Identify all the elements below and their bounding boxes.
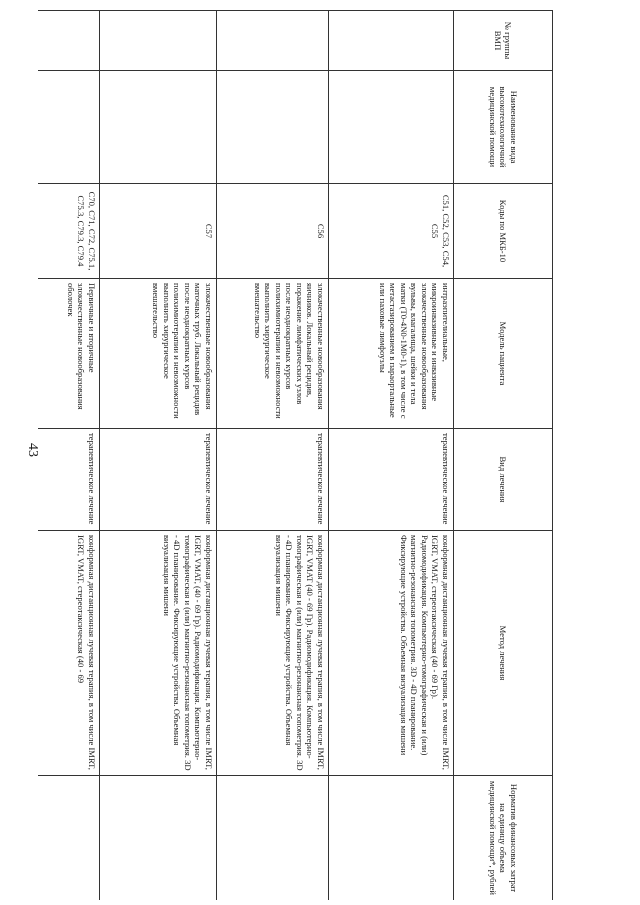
cell-patient-model: интраэпителиальные, микроинвазивные и инвазивные злокачественные новообразования вульвы, влагалища, шейки и тела матки (T0-4N0-1M0-1), в том числе с метастазированием в параортальные или паховые лимфоузлы [329, 279, 454, 429]
header-name: Наименование вида высокотехнологичной медицинской помощи [454, 71, 553, 184]
cell-cost [38, 776, 100, 901]
table-row [329, 11, 454, 901]
cell-cost [100, 776, 217, 901]
cell-treatment-type: терапевтическое лечение [329, 429, 454, 531]
cell-method: конформная дистанционная лучевая терапия, в том числе IMRT, IGRT, VMAT, стереотаксическая (40 - 69 [38, 531, 100, 776]
header-method: Метод лечения [454, 531, 553, 776]
cell-treatment-type: терапевтическое лечение [100, 429, 217, 531]
header-codes: Коды по МКБ-10 [454, 184, 553, 279]
header-group: № группы ВМП [454, 11, 553, 71]
cell-group [329, 11, 454, 71]
cell-name [38, 71, 100, 184]
cell-method: конформная дистанционная лучевая терапия, в том числе IMRT, IGRT, VMAT (40 - 69 Гр). Радиомодификация. Компьютерно-томографическая и (или) магнитно-резонансная топометрия. 3D - 4D планирование. Фиксирующие устройства. Объемная визуализация мишени [217, 531, 329, 776]
cell-name [329, 71, 454, 184]
cell-patient-model: злокачественные новообразования яичников. Локальный рецидив, поражение лимфатических узлов после неоднократных курсов полихимиотерапии и невозможности выполнить хирургическое вмешательство [217, 279, 329, 429]
header-cost: Норматив финансовых затрат на единицу объема медицинской помощи*, рублей [454, 776, 553, 901]
table-header-row [454, 11, 553, 901]
cell-treatment-type: терапевтическое лечение [217, 429, 329, 531]
table-row [100, 11, 217, 901]
cell-group [217, 11, 329, 71]
cell-codes: C56 [217, 184, 329, 279]
header-patient-model: Модель пациента [454, 279, 553, 429]
cell-treatment-type: терапевтическое лечение [38, 429, 100, 531]
cell-cost [329, 776, 454, 901]
cell-codes: C70, C71, C72, C75.1, C75.3, C79.3, C79.4 [38, 184, 100, 279]
rotated-sheet [38, 10, 553, 900]
cell-group [38, 11, 100, 71]
page-number: 43 [25, 443, 40, 457]
cell-cost [217, 776, 329, 901]
cell-codes: C57 [100, 184, 217, 279]
cell-group [100, 11, 217, 71]
rotated-table-container [38, 10, 553, 900]
cell-method: конформная дистанционная лучевая терапия, в том числе IMRT, IGRT, VMAT, стереотаксическая (40 - 69 Гр). Радиомодификация. Компьютерно-томографическая и (или) магнитно-резонансная топометрия. 3D - 4D планирование. Фиксирующие устройства. Объемная визуализация мишени [329, 531, 454, 776]
cell-patient-model: злокачественные новообразования маточных труб. Локальный рецидив после неоднократных курсов полихимиотерапии и невозможности выполнить хирургическое вмешательство [100, 279, 217, 429]
cell-codes: C51, C52, C53, C54, C55 [329, 184, 454, 279]
cell-name [100, 71, 217, 184]
cell-patient-model: Первичные и вторичные злокачественные новообразования оболочек [38, 279, 100, 429]
table-row [38, 11, 100, 901]
table-row [217, 11, 329, 901]
header-treatment-type: Вид лечения [454, 429, 553, 531]
treatment-table [38, 10, 553, 900]
cell-method: конформная дистанционная лучевая терапия, в том числе IMRT, IGRT, VMAT, (40 - 69 Гр). Радиомодификация. Компьютерно-томографическая и (или) магнитно-резонансная топометрия. 3D - 4D планирование. Фиксирующие устройства. Объемная визуализация мишени [100, 531, 217, 776]
cell-name [217, 71, 329, 184]
